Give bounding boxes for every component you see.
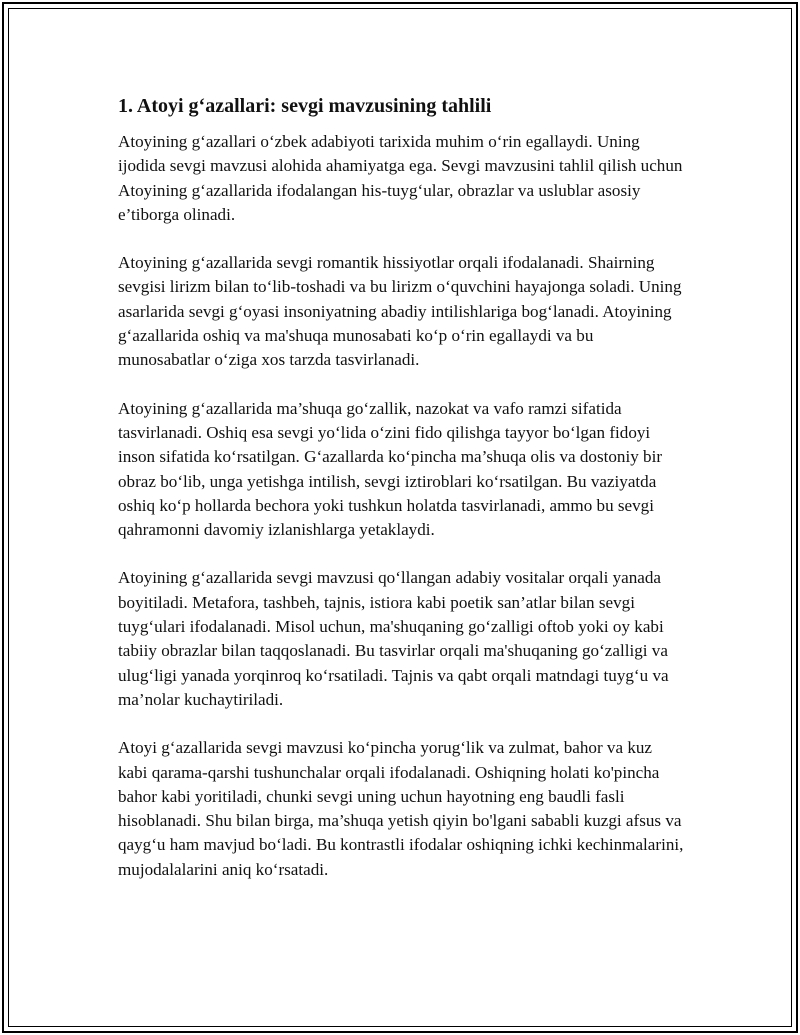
paragraph-5: Atoyi g‘azallarida sevgi mavzusi ko‘pincha yorug‘lik va zulmat, bahor va kuz kabi qarama-qarshi tushunchalar orqali ifodalanadi. Oshiqning holati ko'pincha bahor kabi yoritiladi, chunki sevgi uning uchun hayotning eng baudli fasli hisoblanadi. Shu bilan birga, ma’shuqa yetish qiyin bo'lgani sababli kuzgi afsus va qayg‘u ham mavjud bo‘ladi. Bu kontrastli ifodalar oshiqning ichki kechinmalarini, mujodalalarini aniq ko‘rsatadi. bbox=[118, 738, 684, 879]
paragraph-4: Atoyining g‘azallarida sevgi mavzusi qo‘llangan adabiy vositalar orqali yanada boyitiladi. Metafora, tashbeh, tajnis, istiora kabi poetik san’atlar bilan sevgi tuyg‘ulari ifodalanadi. Misol uchun, ma'shuqaning go‘zalligi oftob yoki oy kabi tabiiy obrazlar bilan taqqoslanadi. Bu tasvirlar orqali ma'shuqaning go‘zalligi va ulug‘ligi yanada yorqinroq ko‘rsatiladi. Tajnis va qabt orqali matndagi tuyg‘u va ma’nolar kuchaytiriladi. bbox=[118, 568, 669, 709]
document-body bbox=[118, 92, 684, 906]
paragraph-1: Atoyining g‘azallari o‘zbek adabiyoti tarixida muhim o‘rin egallaydi. Uning ijodida sevgi mavzusi alohida ahamiyatga ega. Sevgi mavzusini tahlil qilish uchun Atoyining g‘azallarida ifodalangan his-tuyg‘ular, obrazlar va uslublar asosiy e’tiborga olinadi. bbox=[118, 132, 683, 224]
paragraph-2: Atoyining g‘azallarida sevgi romantik hissiyotlar orqali ifodalanadi. Shairning sevgisi lirizm bilan to‘lib-toshadi va bu lirizm o‘quvchini hayajonga soladi. Uning asarlarida sevgi g‘oyasi insoniyatning abadiy intilishlariga bog‘lanadi. Atoyining g‘azallarida oshiq va ma'shuqa munosabati ko‘p o‘rin egallaydi va bu munosabatlar o‘ziga xos tarzda tasvirlanadi. bbox=[118, 253, 682, 370]
paragraph-3: Atoyining g‘azallarida ma’shuqa go‘zallik, nazokat va vafo ramzi sifatida tasvirlanadi. Oshiq esa sevgi yo‘lida o‘zini fido qilishga tayyor bo‘lgan fidoyi inson sifatida ko‘rsatilgan. G‘azallarda ko‘pincha ma’shuqa olis va dostoniy bir obraz bo‘lib, unga yetishga intilish, sevgi iztiroblari ko‘rsatilgan. Bu vaziyatda oshiq ko‘p hollarda bechora yoki tushkun holatda tasvirlanadi, ammo bu sevgi qahramonni davomiy izlanishlarga yetaklaydi. bbox=[118, 398, 663, 540]
section-title: 1. Atoyi g‘azallari: sevgi mavzusining tahlili bbox=[118, 95, 492, 117]
